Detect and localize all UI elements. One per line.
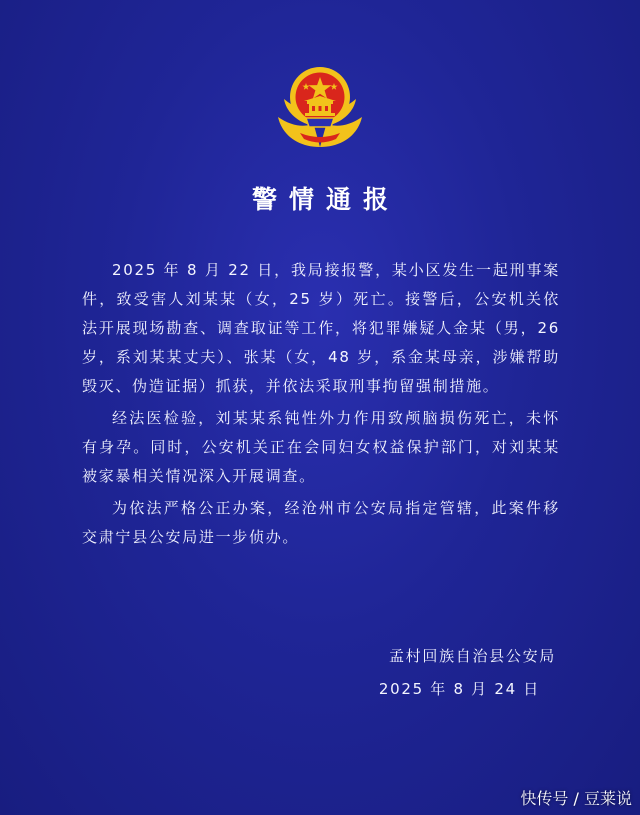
signature-date: 2025 年 8 月 24 日	[378, 680, 540, 698]
paragraph-forensics: 经法医检验，刘某某系钝性外力作用致颅脑损伤死亡，未怀有身孕。同时，公安机关正在会同妇女权益保护部门，对刘某某被家暴相关情况深入开展调查。	[82, 409, 560, 485]
source-watermark: 快传号 / 豆莱说	[520, 789, 632, 808]
paragraph-incident: 2025 年 8 月 22 日，我局接报警，某小区发生一起刑事案件，致受害人刘某某（女，25 岁）死亡。接警后，公安机关依法开展现场勘查、调查取证等工作，将犯罪嫌疑人金某（男，26 岁，系刘某某丈夫）、张某（女，48 岁，系金某母亲，涉嫌帮助毁灭、伪造证据）抓获，并依法采取刑事拘留强制措施。	[82, 261, 560, 395]
police-emblem-icon	[270, 55, 370, 155]
signature-organization: 孟村回族自治县公安局	[388, 647, 556, 665]
paragraph-jurisdiction: 为依法严格公正办案，经沧州市公安局指定管辖，此案件移交肃宁县公安局进一步侦办。	[82, 499, 560, 546]
page-title: 警情通报	[251, 185, 400, 214]
notice-body	[82, 256, 560, 552]
